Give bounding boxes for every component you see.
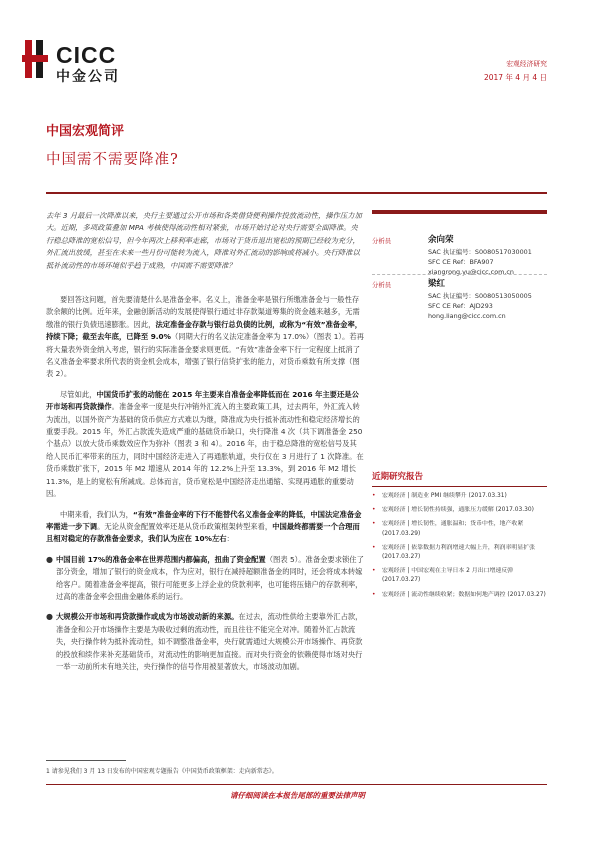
summary-paragraph: 去年 3 月最后一次降准以来，央行主要通过公开市场和各类借贷便利操作投放流动性，操作压力加大。近期，多项政策叠加 MPA 考核使得流动性相对紧张，市场开始讨论对央行需要全面降准。央行稳总降准的宽松信号，但今年两次上移利率走廊，市场对于货币退出宽松的预期已经较为充分，外汇流出放缓，甚至在未来一些月份可能转为流入，降准对外汇流动的影响或将减小。央行降准以抵补流动性的市场环境似乎趋于成熟，中国需不需要降准？ <box>46 211 362 270</box>
legal-disclaimer-notice: 请仔细阅读在本报告尾部的重要法律声明 <box>230 791 365 800</box>
recent-report-item[interactable]: • 宏观经济 | 制造业 PMI 继续攀升 (2017.03.31) <box>372 492 547 501</box>
analyst-sfc: SFC CE Ref：AJD293 <box>428 302 493 310</box>
recent-report-item[interactable]: • 宏观经济 | 依靠数据力利润增速大幅上升，利润率明显扩张 (2017.03.27) <box>372 544 547 562</box>
analyst-role: 分析员 <box>372 237 392 245</box>
recent-reports-heading: 近期研究报告 <box>372 470 547 487</box>
logo-wordmark-en: CICC <box>56 42 117 68</box>
bullet-item-2: ● 大规模公开市场和再贷款操作或成为市场波动新的来源。在过去，流动性供给主要靠外汇占款，准备金和公开市场操作主要是为吸收过剩的流动性，而且往往不能完全对冲。随着外汇占款流失，央行操作转为抵补流动性，如不调整准备金率，央行就需通过大规模公开市场操作、再贷款的投放和续作来补充基础货币，对流动性的影响更加直接。而对央行资金的依赖使得市场对央行一举一动前所未有地关注，央行操作的信号作用被显著放大，市场波动加剧。 <box>46 611 364 673</box>
bullet-icon: • <box>372 568 376 575</box>
bullet-icon: • <box>372 521 376 528</box>
recent-report-item[interactable]: • 宏观经济 | 增长韧性，通胀温和；货币中性，地产收紧 (2017.03.29) <box>372 520 547 538</box>
title-divider <box>46 192 547 194</box>
analyst-sfc: SFC CE Ref：BFA907 <box>428 258 494 266</box>
bullet-icon: • <box>372 507 376 514</box>
bullet-icon: • <box>372 591 376 598</box>
main-body <box>46 294 364 681</box>
body-paragraph-1: 要回答这问题，首先要清楚什么是准备金率。名义上，准备金率是银行所缴准备金与一般性存款余额的比例。近年来，金融创新活动的发展使得银行通过非存款渠道筹集的资金越来越多，无需缴准的银行负债迅速膨胀。因此，法定准备金存款与银行总负债的比例，或称为“有效”准备金率，持续下降；截至去年底，已降至 9.0%（同期大行的名义法定准备金率为 17.0%）（图表 1）。若再将大量表外资金纳入考虑，银行的实际准备金要求则更低。“有效”准备金率下行一定程度上抵消了名义准备金率要求所代表的资金机会成本，增强了银行信贷扩张的能力，对货币乘数有所支撑（图表 2）。 <box>46 295 364 379</box>
analyst-email[interactable]: xiangrong.yu@cicc.com.cn <box>428 268 514 276</box>
recent-report-item[interactable]: • 宏观经济 | 流动性继续收紧；数据如何地产调控 (2017.03.27) <box>372 591 547 600</box>
bullet-icon: ● <box>46 612 53 622</box>
recent-report-item[interactable]: • 宏观经济 | 增长韧性持续强，通胀压力缓解 (2017.03.30) <box>372 506 547 515</box>
logo-wordmark-cn: 中金公司 <box>56 69 120 85</box>
report-date: 2017 年 4 月 4 日 <box>483 73 547 82</box>
analyst-sac: SAC 执证编号：S0080513050005 <box>428 292 532 300</box>
recent-report-item[interactable]: • 宏观经济 | 中国宏观在主导日本 2 月出口增速反弹 (2017.03.27) <box>372 567 547 585</box>
bullet-icon: • <box>372 493 376 499</box>
recent-reports-list <box>372 492 547 605</box>
bullet-icon: • <box>372 544 376 551</box>
analyst-email[interactable]: hong.liang@cicc.com.cn <box>428 312 506 320</box>
footnote-divider <box>46 760 126 761</box>
analyst-role: 分析员 <box>372 281 392 289</box>
footer-divider <box>46 784 547 785</box>
bullet-icon: ● <box>46 554 53 564</box>
report-category: 宏观经济研究 <box>506 60 547 68</box>
analyst-sac: SAC 执证编号：S0080517030001 <box>428 248 532 256</box>
analyst-name: 余向荣 <box>428 235 454 245</box>
page-title: 中国需不需要降准? <box>46 152 179 168</box>
analyst-card-2 <box>372 278 547 330</box>
sidebar-top-bar <box>372 210 547 214</box>
footnote: 1 请参见我们 3 月 13 日发布的中国宏观专题报告《中国货币政策框架：走向新常态》。 <box>46 768 278 775</box>
body-paragraph-3: 中期来看，我们认为，“有效”准备金率的下行不能替代名义准备金率的降低，中国法定准备金率需进一步下调。无论从资金配置效率还是从货币政策框架转型来看，中国最终都需要一个合理而且相对稳定的存款准备金要求，我们认为应在 10%左右： <box>46 509 362 544</box>
analyst-divider <box>372 274 547 275</box>
cicc-logo-icon <box>22 40 48 78</box>
analyst-name: 梁红 <box>428 279 446 289</box>
body-paragraph-2: 尽管如此，中国货币扩张的动能在 2015 年主要来自准备金率降低而在 2016 年主要还是公开市场和再贷款操作。准备金率一度是央行冲销外汇流入的主要政策工具，过去两年，外汇流入转为流出，以国外资产为基础的货币供应方式难以为继，降准成为央行抵补流动性和稳定经济增长的重要手段。2015 年，外汇占款流失造成严重的基础货币缺口，央行降准 4 次（共下调准备金 250 个基点）以放大货币乘数效应作为弥补（图表 3 和 4）。2016 年，由于稳总降准的宽松信号及其给人民币汇率带来的压力，同时中国经济走进入了再通胀轨道，央行仅在 3 月进行了 1 次降准。在货币乘数扩张下，2015 年 M2 增速从 2014 年的 12.2%上升至 13.3%，到 2016 年 M2 增长 11.3%，是上的宽松有所减成。总体而言，货币宽松是中国经济走出通缩、实现再通胀的重要动因。 <box>46 389 364 499</box>
report-type: 中国宏观简评 <box>46 124 125 139</box>
bullet-item-1: ● 中国目前 17%的准备金率在世界范围内都偏高，扭曲了资金配置（图表 5）。准备金要求锁住了部分资金，增加了银行的资金成本，作为应对，银行在减持超额准备金的同时，还会将成本转嫁给客户。随着准备金率提高，银行可能更多上浮企业的贷款利率，也可能将压储户的存款利率，过高的准备金率会扭曲金融体系的运行。 <box>46 554 364 604</box>
